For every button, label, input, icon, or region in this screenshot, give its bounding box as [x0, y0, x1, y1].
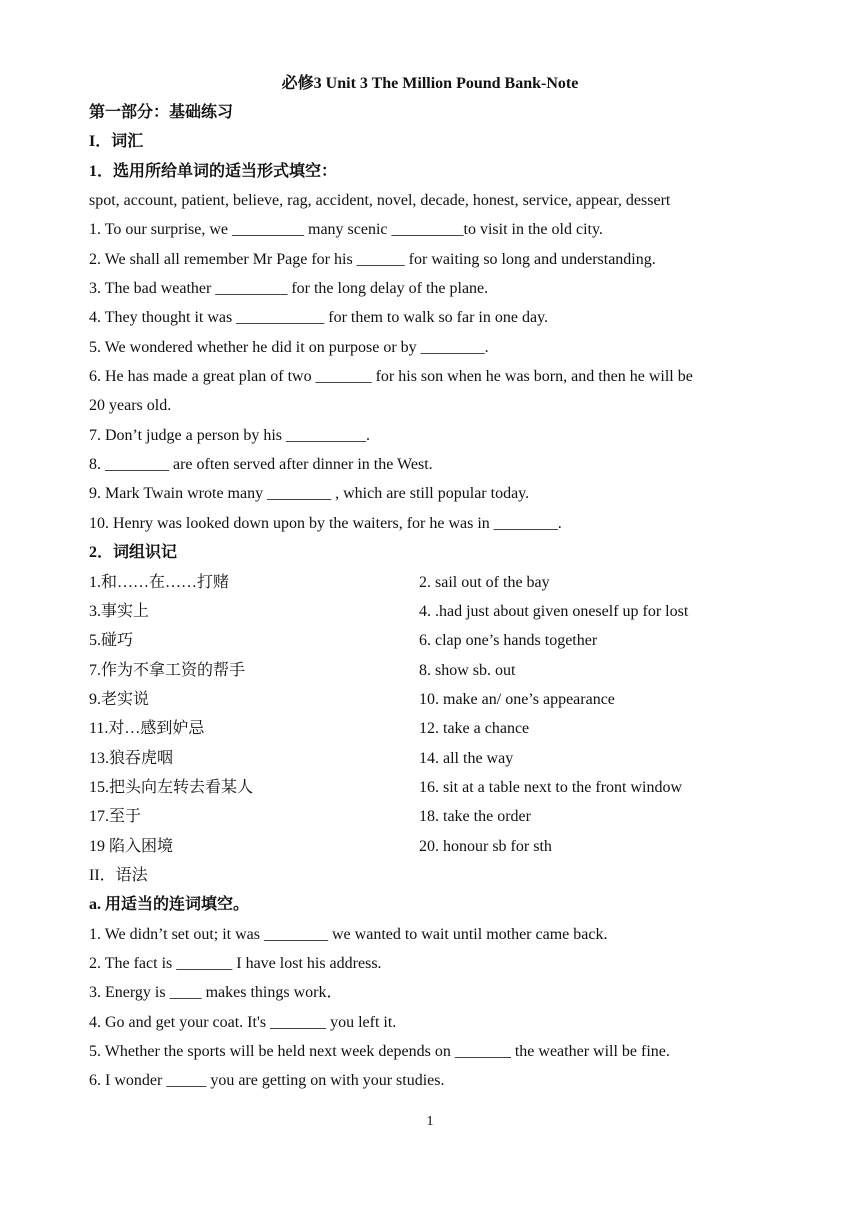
phrase-english: 2. sail out of the bay [419, 573, 550, 591]
phrase-row [89, 714, 769, 743]
vocab-item: 6. He has made a great plan of two _______ for his son when he was born, and then he will be [89, 368, 693, 386]
phrase-chinese: 9.老实说 [89, 690, 150, 708]
task2-heading: 2．词组识记 [89, 544, 178, 562]
phrase-chinese: 15.把头向左转去看某人 [89, 778, 254, 796]
page-number: 1 [426, 1114, 434, 1129]
phrase-chinese: 13.狼吞虎咽 [89, 749, 174, 767]
phrase-row [89, 597, 769, 626]
phrase-row [89, 744, 769, 773]
phrase-english: 18. take the order [419, 808, 531, 826]
grammar-item: 4. Go and get your coat. It's _______ you left it. [89, 1013, 397, 1031]
phrase-chinese: 11.对…感到妒忌 [89, 720, 205, 738]
vocab-item: 2. We shall all remember Mr Page for his ______ for waiting so long and understanding. [89, 250, 656, 268]
phrase-english: 14. all the way [419, 749, 514, 767]
task1-heading: 1．选用所给单词的适当形式填空： [89, 162, 338, 180]
grammar-heading: II．语法 [89, 866, 148, 884]
vocab-item: 7. Don’t judge a person by his __________. [89, 426, 371, 444]
grammar-item: 5. Whether the sports will be held next week depends on _______ the weather will be fine. [89, 1043, 670, 1060]
vocab-item: 3. The bad weather _________ for the long delay of the plane. [89, 280, 489, 298]
phrase-row [89, 626, 769, 655]
phrase-english: 4. .had just about given oneself up for lost [419, 602, 689, 620]
word-list: spot, account, patient, believe, rag, accident, novel, decade, honest, service, appear, dessert [89, 192, 671, 210]
part1-heading: 第一部分：基础练习 [89, 104, 234, 121]
vocab-heading: I．词汇 [89, 133, 144, 151]
phrase-chinese: 1.和……在……打赌 [89, 573, 230, 591]
grammar-item: 6. I wonder _____ you are getting on with your studies. [89, 1072, 445, 1090]
vocab-item: 4. They thought it was ___________ for them to walk so far in one day. [89, 309, 549, 327]
phrase-row [89, 656, 769, 685]
phrase-chinese: 7.作为不拿工资的帮手 [89, 661, 246, 679]
vocab-item: 9. Mark Twain wrote many ________ , which are still popular today. [89, 485, 530, 503]
document-body [89, 98, 769, 1096]
phrase-chinese: 17.至于 [89, 808, 142, 826]
grammar-item: 2. The fact is _______ I have lost his address. [89, 954, 382, 972]
vocab-item: 8. ________ are often served after dinner in the West. [89, 456, 433, 474]
grammar-item: 1. We didn’t set out; it was ________ we wanted to wait until mother came back. [89, 925, 608, 943]
phrase-english: 16. sit at a table next to the front window [419, 778, 683, 796]
phrase-english: 8. show sb. out [419, 661, 516, 679]
phrase-row [89, 832, 769, 861]
phrase-english: 12. take a chance [419, 720, 530, 738]
phrase-row [89, 685, 769, 714]
phrase-row [89, 568, 769, 597]
phrase-english: 6. clap one’s hands together [419, 632, 598, 650]
vocab-item: 1. To our surprise, we _________ many scenic _________to visit in the old city. [89, 221, 603, 239]
vocab-item: 20 years old. [89, 397, 172, 415]
document-title: 必修3 Unit 3 The Million Pound Bank-Note [281, 75, 579, 92]
phrase-english: 20. honour sb for sth [419, 837, 552, 855]
phrase-row [89, 773, 769, 802]
grammar-item: 3. Energy is ____ makes things work． [89, 984, 343, 1002]
vocab-item: 10. Henry was looked down upon by the waiters, for he was in ________. [89, 514, 562, 532]
phrase-row [89, 802, 769, 831]
phrase-chinese: 5.碰巧 [89, 632, 134, 650]
phrase-table [89, 568, 769, 861]
vocab-item: 5. We wondered whether he did it on purpose or by ________. [89, 338, 489, 356]
grammar-a-heading: a. 用适当的连词填空。 [89, 896, 250, 914]
phrase-chinese: 19 陷入困境 [89, 837, 174, 855]
phrase-english: 10. make an/ one’s appearance [419, 690, 615, 708]
phrase-chinese: 3.事实上 [89, 602, 150, 620]
